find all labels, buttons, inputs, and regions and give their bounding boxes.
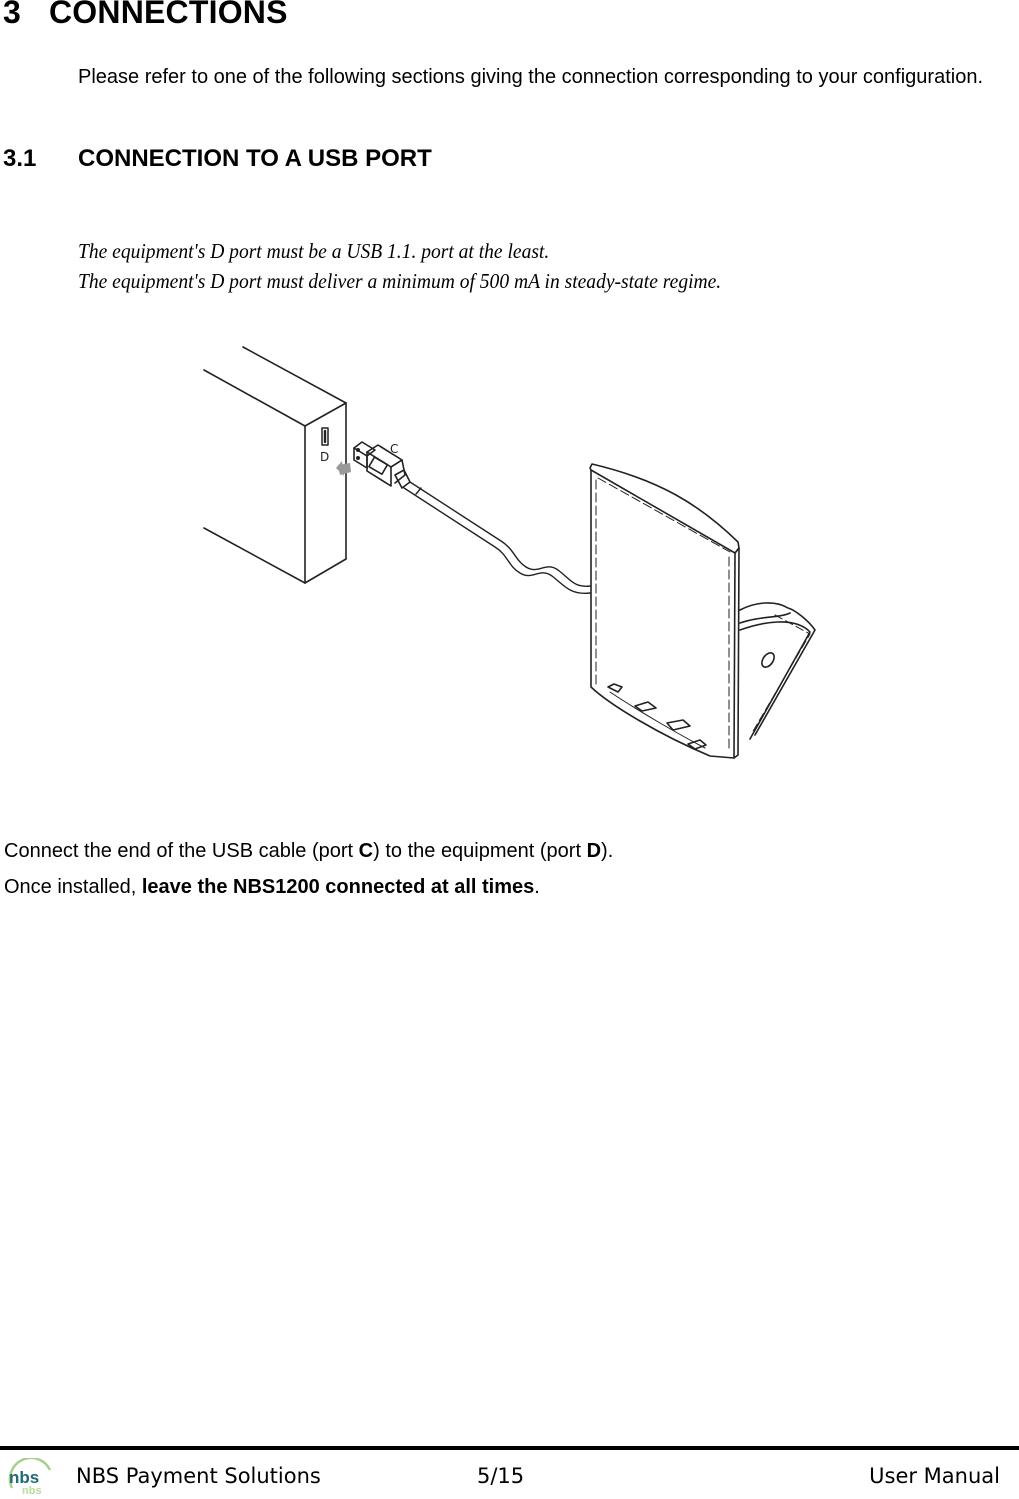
section-intro: Please refer to one of the following sections giving the connection corresponding to your configuration.: [78, 66, 983, 88]
usb-cable-illustration: [404, 482, 590, 593]
port-d-label: D: [320, 450, 330, 464]
section-title: CONNECTIONS: [49, 0, 288, 30]
note-line: The equipment's D port must deliver a minimum of 500 mA in steady-state regime.: [78, 269, 722, 293]
subsection-heading: [3, 145, 432, 173]
instruction-text: Once installed,: [4, 876, 142, 898]
subsection-title: CONNECTION TO A USB PORT: [78, 145, 432, 172]
nbs1200-device-illustration: [590, 464, 815, 758]
footer-page-number: 5/15: [477, 1464, 525, 1488]
instruction-text: ) to the equipment (port: [373, 840, 587, 862]
connection-diagram: [190, 340, 830, 770]
footer-company: NBS Payment Solutions: [76, 1464, 321, 1488]
subsection-number: 3.1: [3, 145, 37, 172]
section-heading: [3, 0, 288, 31]
svg-text:nbs: nbs: [9, 1468, 40, 1487]
svg-text:nbs: nbs: [22, 1485, 42, 1494]
instruction-text: .: [534, 876, 540, 898]
nbs-logo-icon: [6, 1458, 56, 1494]
instruction-keep-connected: [4, 876, 540, 899]
port-d-ref: D: [586, 840, 602, 862]
instruction-emphasis: leave the NBS1200 connected at all times: [141, 876, 535, 898]
instruction-text: Connect the end of the USB cable (port: [4, 840, 359, 862]
port-c-label: C: [390, 442, 399, 456]
equipment-box-illustration: [204, 347, 346, 583]
instruction-text: ).: [601, 840, 614, 862]
port-c-ref: C: [358, 840, 374, 862]
usb-plug-illustration: [354, 442, 410, 488]
section-number: 3: [3, 0, 21, 30]
instruction-connect: [4, 840, 613, 863]
note-line: The equipment's D port must be a USB 1.1. port at the least.: [78, 239, 550, 263]
requirements-note: [78, 236, 721, 296]
footer-divider: [0, 1446, 1019, 1450]
footer-document-title: User Manual: [869, 1464, 1000, 1488]
